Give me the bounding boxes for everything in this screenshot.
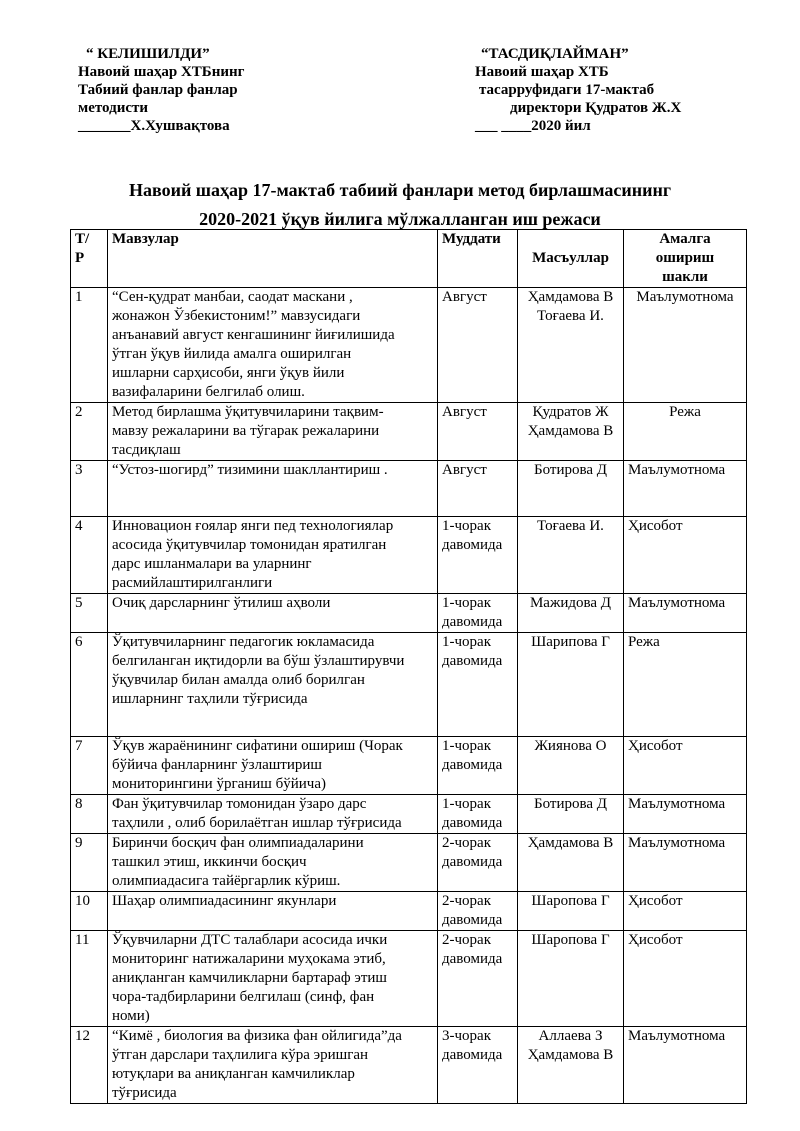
table-header-row (71, 230, 747, 288)
row-form: Маълумотнома (624, 1027, 747, 1104)
row-duration: 3-чорак давомида (438, 1027, 518, 1104)
approval-left-signature: _______Х.Хушвақтова (78, 118, 230, 134)
row-topic: “Кимё , биология ва физика фан ойлигида”да ўтган дарслари таҳлилига кўра эришган ютуқлари ва аниқланган камчиликлар тўғрисида (108, 1027, 438, 1104)
row-responsible: Аллаева З Ҳамдамова В (518, 1027, 624, 1104)
table-row (71, 931, 747, 1027)
header-topic: Мавзулар (108, 230, 438, 288)
row-responsible: Тоғаева И. (518, 517, 624, 594)
row-responsible: Ботирова Д (518, 461, 624, 517)
row-responsible: Шаропова Г (518, 892, 624, 931)
header-num: Т/ Р (71, 230, 108, 288)
row-topic: “Устоз-шогирд” тизимини шакллантириш . (108, 461, 438, 517)
table-row (71, 795, 747, 834)
row-duration: 1-чорак давомида (438, 633, 518, 737)
row-number: 10 (71, 892, 108, 931)
row-duration: Август (438, 403, 518, 461)
row-topic: Метод бирлашма ўқитувчиларини тақвим- мавзу режаларини ва тўгарак режаларини тасдиқлаш (108, 403, 438, 461)
row-form: Маълумотнома (624, 461, 747, 517)
row-number: 9 (71, 834, 108, 892)
title-line-2: 2020-2021 ўқув йилига мўлжалланган иш режаси (199, 209, 601, 229)
row-topic: Очиқ дарсларнинг ўтилиш аҳволи (108, 594, 438, 633)
row-topic: Ўқитувчиларнинг педагогик юкламасида белгиланган иқтидорли ва бўш ўзлаштирувчи ўқувчилар билан амалда олиб борилган ишларнинг таҳлили тўғрисида (108, 633, 438, 737)
table-row (71, 288, 747, 403)
row-duration: 2-чорак давомида (438, 931, 518, 1027)
row-form: Маълумотнома (624, 834, 747, 892)
approval-right-line: тасарруфидаги 17-мактаб (479, 82, 655, 98)
header-duration: Муддати (438, 230, 518, 288)
approval-right-line: “ТАСДИҚЛАЙМАН” (481, 46, 629, 62)
row-topic: Ўқув жараёнининг сифатини ошириш (Чорак бўйича фанларнинг ўзлаштириш мониторингини ўрганиш бўйича) (108, 737, 438, 795)
document-title (0, 176, 800, 234)
table-row (71, 633, 747, 737)
table-row (71, 737, 747, 795)
header-form: Амалга ошириш шакли (624, 230, 747, 288)
row-number: 5 (71, 594, 108, 633)
row-form: Режа (624, 403, 747, 461)
row-responsible: Ҳамдамова В Тоғаева И. (518, 288, 624, 403)
row-duration: 2-чорак давомида (438, 834, 518, 892)
table-row (71, 403, 747, 461)
row-duration: 1-чорак давомида (438, 737, 518, 795)
work-plan-table (70, 229, 747, 1104)
approval-right-block (475, 45, 681, 135)
approval-right-line: Навоий шаҳар ХТБ (475, 64, 609, 80)
row-form: Режа (624, 633, 747, 737)
row-number: 7 (71, 737, 108, 795)
table-row (71, 892, 747, 931)
row-form: Маълумотнома (624, 288, 747, 403)
row-topic: Шаҳар олимпиадасининг якунлари (108, 892, 438, 931)
row-duration: Август (438, 288, 518, 403)
row-form: Ҳисобот (624, 737, 747, 795)
table-row (71, 1027, 747, 1104)
row-responsible: Ҳамдамова В (518, 834, 624, 892)
title-line-1: Навоий шаҳар 17-мактаб табиий фанлари метод бирлашмасининг (128, 180, 672, 200)
row-form: Ҳисобот (624, 517, 747, 594)
approval-left-line: Навоий шаҳар ХТБнинг (78, 64, 245, 80)
header-responsible: Масъуллар (518, 230, 624, 288)
row-responsible: Мажидова Д (518, 594, 624, 633)
row-form: Маълумотнома (624, 795, 747, 834)
row-topic: Инновацион ғоялар янги пед технологиялар асосида ўқитувчилар томонидан яратилган дарс ишланмалари ва уларнинг расмийлаштирилганлиги (108, 517, 438, 594)
row-duration: 1-чорак давомида (438, 795, 518, 834)
approval-right-line: директори Қудратов Ж.Х (510, 100, 682, 116)
row-responsible: Шаропова Г (518, 931, 624, 1027)
row-number: 6 (71, 633, 108, 737)
row-responsible: Қудратов Ж Ҳамдамова В (518, 403, 624, 461)
row-duration: 1-чорак давомида (438, 594, 518, 633)
row-responsible: Шарипова Г (518, 633, 624, 737)
table-row (71, 461, 747, 517)
row-duration: 2-чорак давомида (438, 892, 518, 931)
table-row (71, 594, 747, 633)
row-number: 3 (71, 461, 108, 517)
row-topic: Ўқувчиларни ДТС талаблари асосида ички мониторинг натижаларини муҳокама этиб, аниқланган камчиликларни бартараф этиш чора-тадбирларини белгилаш (синф, фан номи) (108, 931, 438, 1027)
row-duration: Август (438, 461, 518, 517)
row-topic: Биринчи босқич фан олимпиадаларини ташкил этиш, иккинчи босқич олимпиадасига тайёргарлик кўриш. (108, 834, 438, 892)
row-number: 11 (71, 931, 108, 1027)
row-form: Маълумотнома (624, 594, 747, 633)
row-number: 1 (71, 288, 108, 403)
row-number: 8 (71, 795, 108, 834)
row-form: Ҳисобот (624, 931, 747, 1027)
approval-left-line: “ КЕЛИШИЛДИ” (86, 46, 210, 62)
row-number: 12 (71, 1027, 108, 1104)
row-topic: Фан ўқитувчилар томонидан ўзаро дарс таҳлили , олиб борилаётган ишлар тўғрисида (108, 795, 438, 834)
row-duration: 1-чорак давомида (438, 517, 518, 594)
approval-right-date: ___ ____2020 йил (475, 118, 591, 134)
table-row (71, 517, 747, 594)
approval-left-line: Табиий фанлар фанлар (78, 82, 238, 98)
row-responsible: Жиянова О (518, 737, 624, 795)
row-form: Ҳисобот (624, 892, 747, 931)
approval-left-block (78, 45, 244, 135)
table-row (71, 834, 747, 892)
row-responsible: Ботирова Д (518, 795, 624, 834)
row-number: 2 (71, 403, 108, 461)
row-topic: “Сен-қудрат манбаи, саодат маскани , жонажон Ўзбекистоним!” мавзусидаги анъанавий август кенгашининг йиғилишида ўтган ўқув йилида амалга оширилган ишларни сарҳисоби, янги ўқув йили вазифаларини белгилаб олиш. (108, 288, 438, 403)
row-number: 4 (71, 517, 108, 594)
approval-left-line: методисти (78, 100, 149, 116)
